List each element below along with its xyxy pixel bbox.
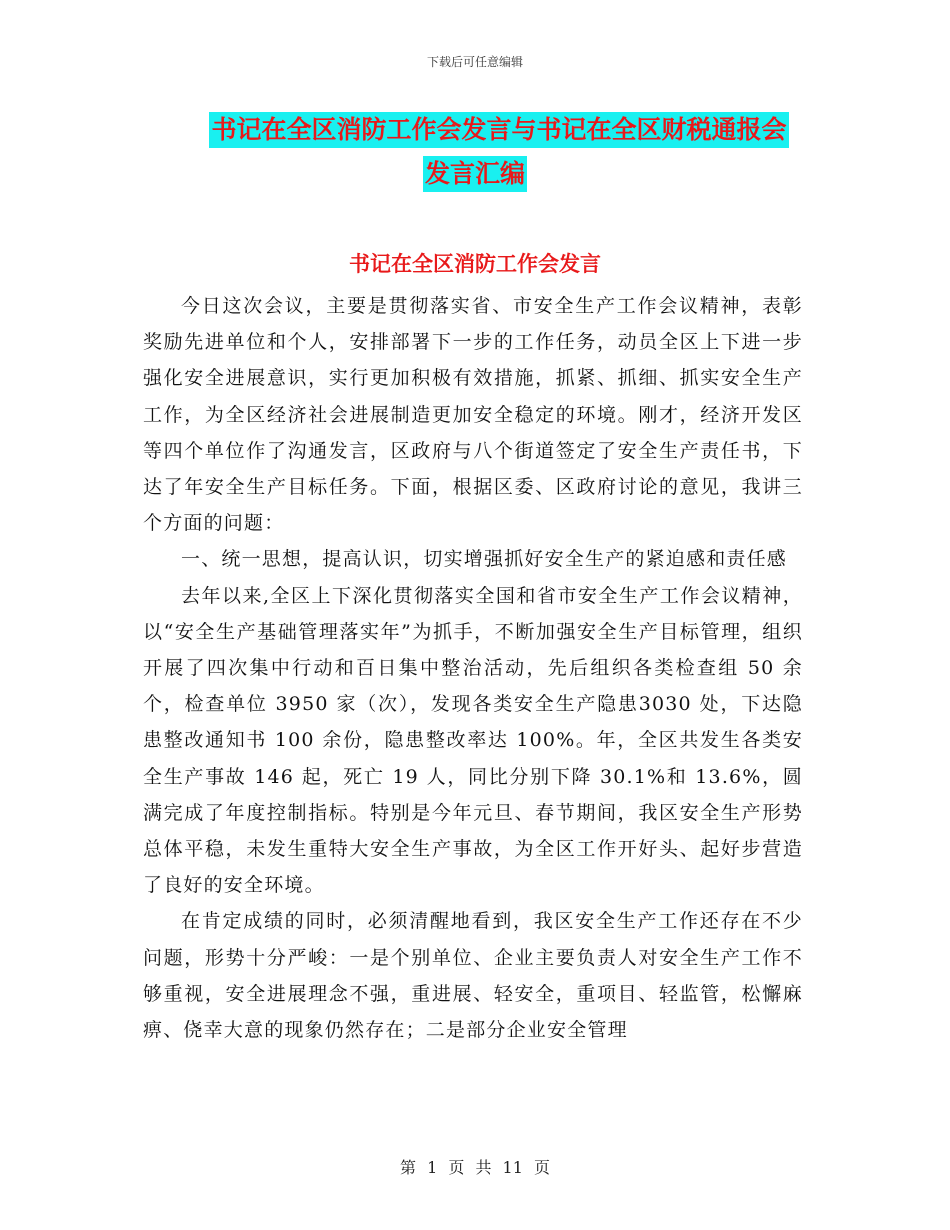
page-header-note: 下载后可任意编辑 xyxy=(426,55,523,69)
paragraph-achievements: 去年以来,全区上下深化贯彻落实全国和省市安全生产工作会议精神，以“安全生产基础管理落实年”为抓手，不断加强安全生产目标管理，组织开展了四次集中行动和百日集中整治活动，先后组织各类检查组 50 余个，检查单位 3950 家（次），发现各类安全生产隐患3030 处，下达隐患整改通知书 100 余份，隐患整改率达 100%。年，全区共发生各类安全生产事故 146 起，死亡 19 人，同比分别下降 30.1%和 13.6%，圆满完成了年度控制指标。特别是今年元旦、春节期间，我区安全生产形势总体平稳，未发生重特大安全生产事故，为全区工作开好头、起好步营造了良好的安全环境。 xyxy=(143,584,803,897)
section-heading: 书记在全区消防工作会发言 xyxy=(349,252,601,276)
paragraph-problems: 在肯定成绩的同时，必须清醒地看到，我区安全生产工作还存在不少问题，形势十分严峻：一是个别单位、企业主要负责人对安全生产工作不够重视，安全进展理念不强，重进展、轻安全，重项目、轻监管，松懈麻痹、侥幸大意的现象仍然存在；二是部分企业安全管理 xyxy=(143,910,803,1042)
document-title-line-1: 书记在全区消防工作会发言与书记在全区财税通报会 xyxy=(209,112,788,148)
page-number-footer: 第 1 页 共 11 页 xyxy=(400,1158,550,1177)
document-title xyxy=(0,108,950,196)
document-title-line-2: 发言汇编 xyxy=(423,156,527,192)
paragraph-intro: 今日这次会议，主要是贯彻落实省、市安全生产工作会议精神，表彰奖励先进单位和个人，安排部署下一步的工作任务，动员全区上下进一步强化安全进展意识，实行更加积极有效措施，抓紧、抓细、抓实安全生产工作，为全区经济社会进展制造更加安全稳定的环境。刚才，经济开发区等四个单位作了沟通发言，区政府与八个街道签定了安全生产责任书，下达了年安全生产目标任务。下面，根据区委、区政府讨论的意见，我讲三个方面的问题： xyxy=(143,295,803,535)
paragraph-heading-one: 一、统一思想，提高认识，切实增强抓好安全生产的紧迫感和责任感 xyxy=(181,548,788,571)
document-body xyxy=(143,288,803,1048)
